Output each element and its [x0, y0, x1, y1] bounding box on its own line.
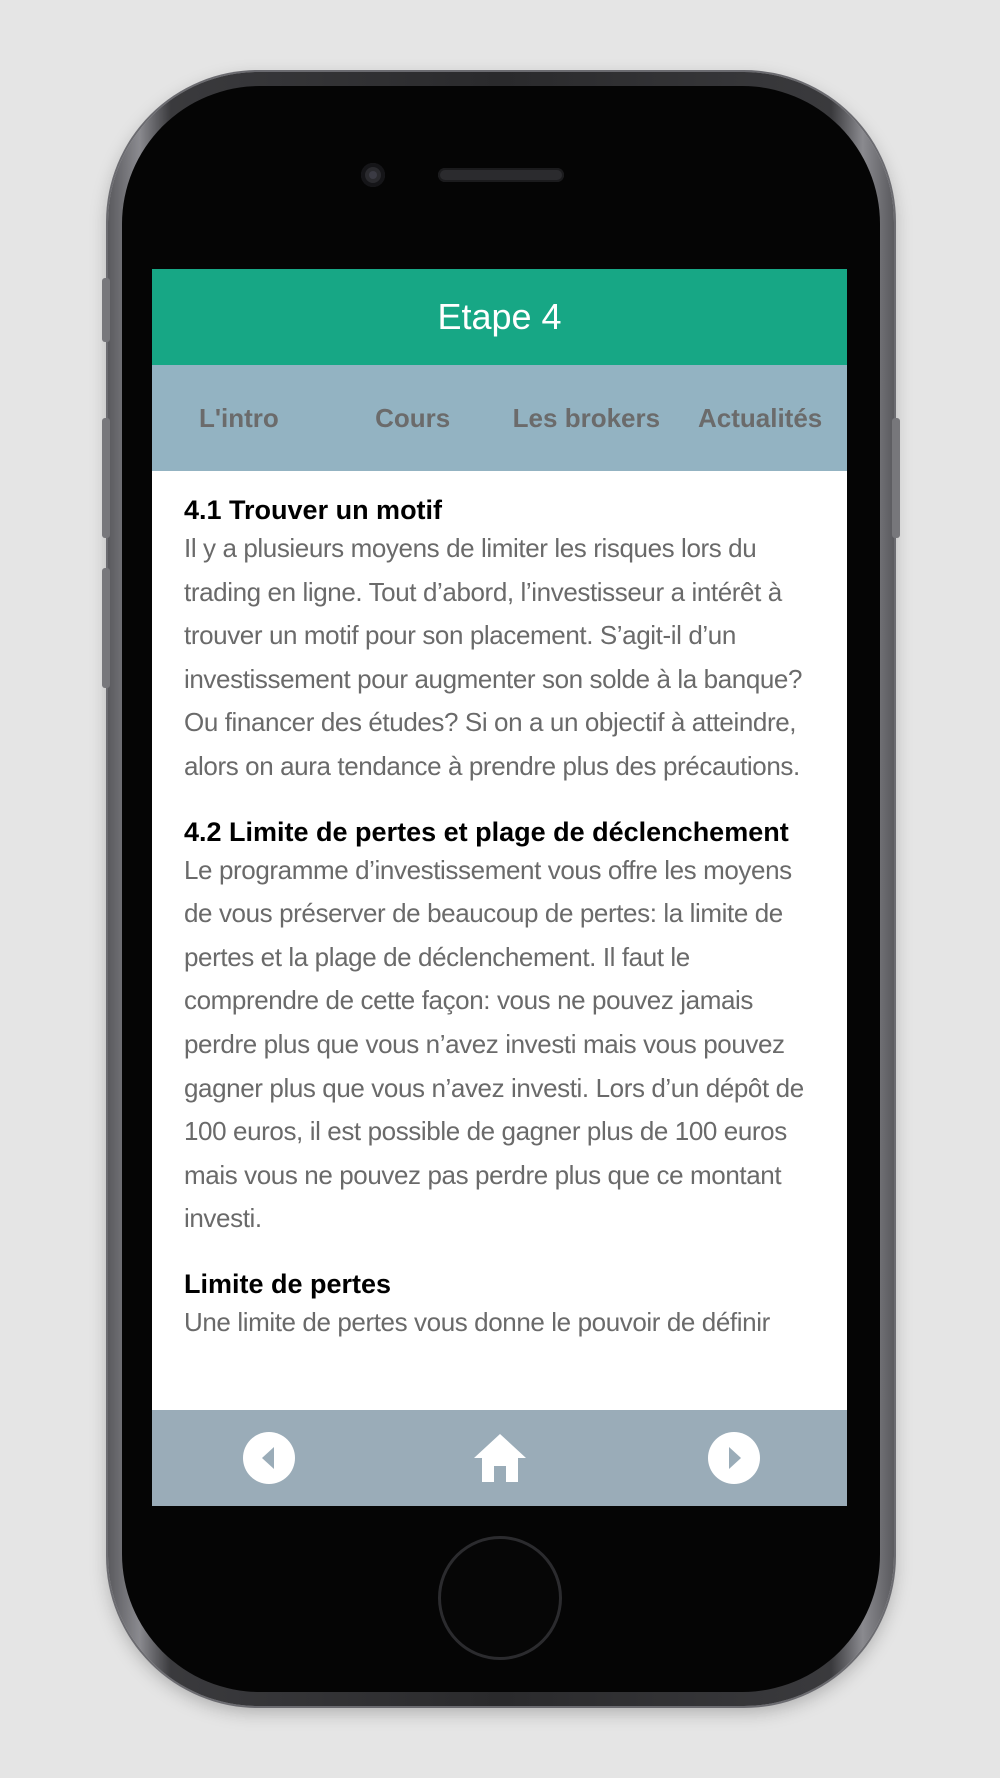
previous-button[interactable]	[243, 1432, 295, 1484]
tab-brokers[interactable]: Les brokers	[512, 402, 661, 433]
tab-cours[interactable]: Cours	[375, 402, 451, 433]
next-button[interactable]	[708, 1432, 760, 1484]
chevron-left-circle-icon	[243, 1432, 295, 1484]
hardware-home-button[interactable]	[438, 1536, 562, 1660]
chevron-right-circle-icon	[708, 1432, 760, 1484]
section-title: Limite de pertes	[184, 1268, 392, 1299]
content-area[interactable]	[152, 471, 847, 1410]
page-title: Etape 4	[437, 296, 562, 337]
bottom-nav-bar	[152, 1410, 847, 1506]
home-icon[interactable]	[472, 1432, 528, 1484]
section-text: Il y a plusieurs moyens de limiter les risques lors du trading en ligne. Tout d’abord, l’investisseur a intérêt à trouver un motif pour son placement. S’agit-il d’un investissement pour augmenter son solde à la banque? Ou financer des études? Si on a un objectif à atteindre, alors on aura tendance à prendre plus des précautions.	[184, 533, 803, 781]
section-title: 4.1 Trouver un motif	[184, 495, 443, 525]
earpiece-speaker	[438, 168, 564, 182]
front-camera	[361, 163, 385, 187]
volume-up-button	[102, 418, 110, 538]
app-screen	[152, 269, 847, 1506]
tab-bar	[152, 365, 847, 471]
power-button	[892, 418, 900, 538]
volume-down-button	[102, 568, 110, 688]
mute-switch	[102, 278, 110, 342]
section-title: 4.2 Limite de pertes et plage de déclenchement	[184, 816, 789, 847]
section-text: Le programme d’investissement vous offre les moyens de vous préserver de beaucoup de pertes: la limite de pertes et la plage de déclenchement. Il faut le comprendre de cette façon: vous ne pouvez jamais perdre plus que vous n’avez investi mais vous pouvez gagner plus que vous n’avez investi. Lors d’un dépôt de 100 euros, il est possible de gagner plus de 100 euros mais vous ne pouvez pas perdre plus que ce montant investi.	[184, 854, 804, 1234]
section-text: Une limite de pertes vous donne le pouvoir de définir	[184, 1306, 770, 1337]
title-bar	[152, 269, 847, 365]
tab-intro[interactable]: L'intro	[198, 402, 279, 433]
tab-actualites[interactable]: Actualités	[697, 402, 823, 433]
